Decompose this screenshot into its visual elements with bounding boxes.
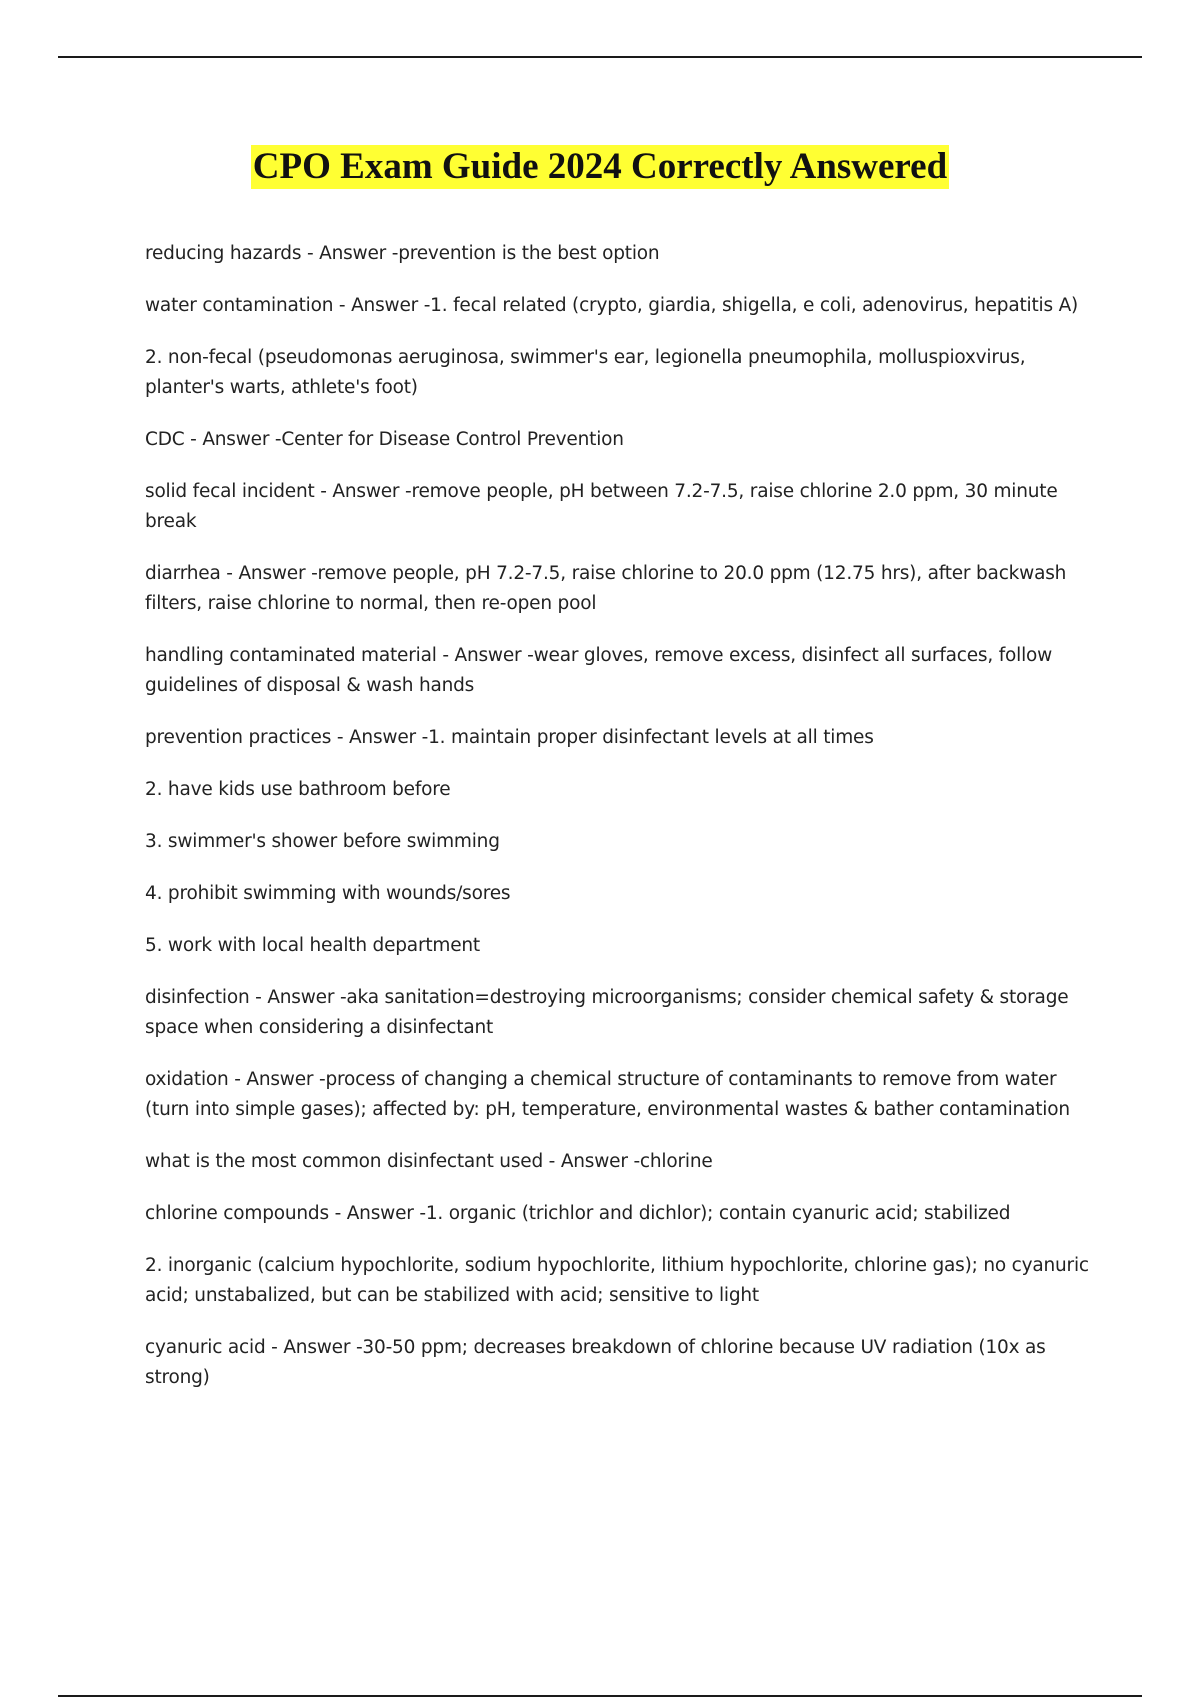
title-block [0,145,1200,189]
qa-entry: CDC - Answer -Center for Disease Control Prevention [145,429,624,450]
qa-entry: disinfection - Answer -aka sanitation=destroying microorganisms; consider chemical safety & storage space when considering a disinfectant [145,987,1069,1038]
top-rule [58,56,1142,58]
qa-entry: solid fecal incident - Answer -remove people, pH between 7.2-7.5, raise chlorine 2.0 ppm, 30 minute break [145,481,1058,532]
page-title: CPO Exam Guide 2024 Correctly Answered [252,146,948,187]
document-body [145,239,1095,1415]
qa-entry: cyanuric acid - Answer -30-50 ppm; decreases breakdown of chlorine because UV radiation (10x as strong) [145,1337,1046,1388]
bottom-rule [58,1695,1142,1697]
qa-entry: chlorine compounds - Answer -1. organic (trichlor and dichlor); contain cyanuric acid; stabilized [145,1203,1011,1224]
qa-entry: handling contaminated material - Answer -wear gloves, remove excess, disinfect all surfaces, follow guidelines of disposal & wash hands [145,645,1053,696]
qa-entry: what is the most common disinfectant used - Answer -chlorine [145,1151,713,1172]
qa-entry: prevention practices - Answer -1. maintain proper disinfectant levels at all times [145,727,874,748]
qa-entry: 2. inorganic (calcium hypochlorite, sodium hypochlorite, lithium hypochlorite, chlorine gas); no cyanuric acid; unstabalized, but can be stabilized with acid; sensitive to light [145,1255,1089,1306]
qa-entry: 4. prohibit swimming with wounds/sores [145,883,511,904]
qa-entry: 2. non-fecal (pseudomonas aeruginosa, swimmer's ear, legionella pneumophila, molluspioxvirus, planter's warts, athlete's foot) [145,347,1026,398]
qa-entry: diarrhea - Answer -remove people, pH 7.2-7.5, raise chlorine to 20.0 ppm (12.75 hrs), after backwash filters, raise chlorine to normal, then re-open pool [145,563,1067,614]
qa-entry: reducing hazards - Answer -prevention is the best option [145,243,660,264]
qa-entry: 3. swimmer's shower before swimming [145,831,500,852]
qa-entry: water contamination - Answer -1. fecal related (crypto, giardia, shigella, e coli, adenovirus, hepatitis A) [145,295,1079,316]
qa-entry: oxidation - Answer -process of changing a chemical structure of contaminants to remove from water (turn into simple gases); affected by: pH, temperature, environmental wastes & bather contamination [145,1069,1070,1120]
qa-entry: 2. have kids use bathroom before [145,779,451,800]
qa-entry: 5. work with local health department [145,935,480,956]
